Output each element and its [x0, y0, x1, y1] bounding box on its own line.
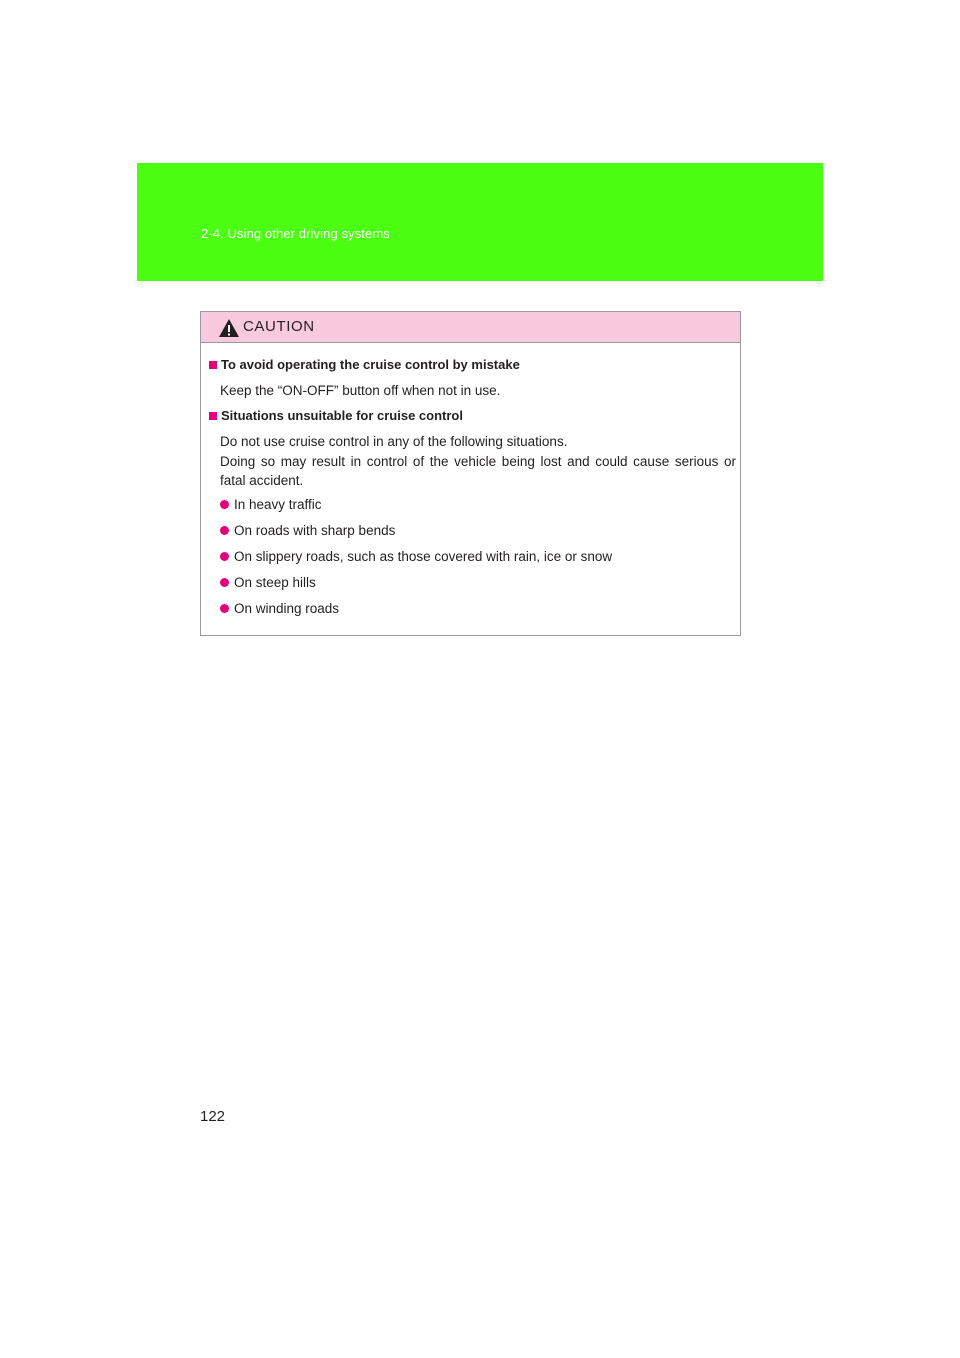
list-item [220, 523, 395, 538]
caution-paragraph: Doing so may result in control of the vehicle being lost and could cause serious or fatal accident. [220, 454, 736, 488]
caution-box [200, 311, 741, 636]
square-bullet-icon [209, 361, 217, 369]
warning-triangle-icon [218, 318, 240, 338]
section-title: 2-4. Using other driving systems [201, 226, 390, 241]
list-item [220, 575, 316, 590]
caution-subheading [209, 357, 520, 372]
square-bullet-icon [209, 412, 217, 420]
list-item-text: In heavy traffic [234, 497, 322, 512]
subheading-text: To avoid operating the cruise control by mistake [221, 357, 520, 372]
subheading-text: Situations unsuitable for cruise control [221, 408, 463, 423]
list-item-text: On winding roads [234, 601, 340, 616]
round-bullet-icon [220, 500, 229, 509]
round-bullet-icon [220, 526, 229, 535]
round-bullet-icon [220, 552, 229, 561]
caution-subheading [209, 408, 463, 423]
round-bullet-icon [220, 578, 229, 587]
list-item [220, 497, 322, 512]
round-bullet-icon [220, 604, 229, 613]
caution-header [201, 312, 740, 343]
page-number: 122 [200, 1108, 226, 1125]
caution-paragraph: Keep the “ON-OFF” button off when not in use. [220, 383, 501, 398]
list-item-text: On slippery roads, such as those covered with rain, ice or snow [234, 549, 613, 564]
list-item-text: On steep hills [234, 575, 316, 590]
caution-paragraph: Do not use cruise control in any of the following situations. [220, 434, 568, 449]
header-band [137, 163, 823, 281]
list-item-text: On roads with sharp bends [234, 523, 396, 538]
caution-label: CAUTION [243, 318, 315, 335]
list-item [220, 601, 339, 616]
list-item [220, 549, 612, 564]
